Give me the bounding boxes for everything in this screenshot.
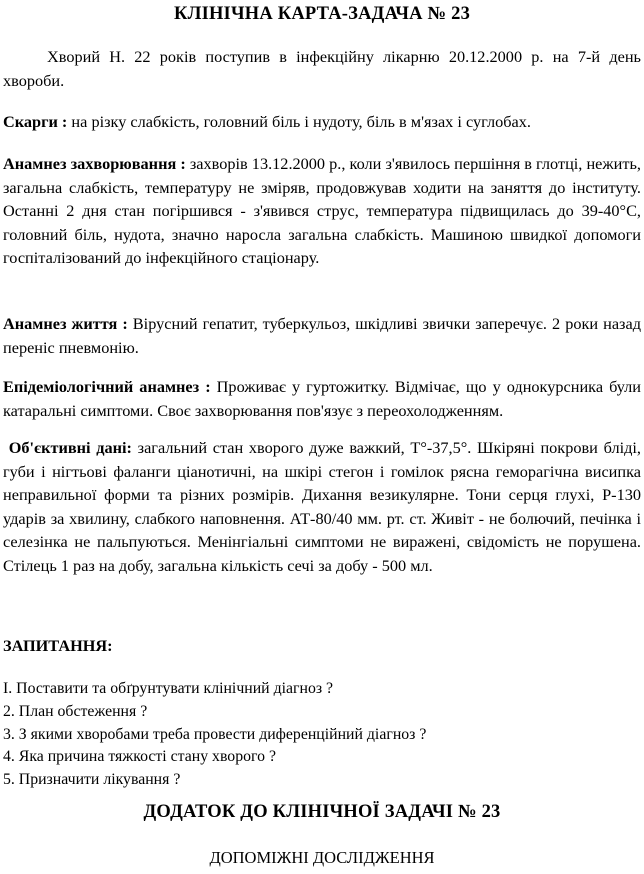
life-history-text: Вірусний гепатит, туберкульоз, шкідливі звички заперечує. 2 роки назад переніс пневмонію.	[3, 314, 642, 357]
complaints-label: Скарги :	[3, 112, 68, 131]
disease-history-label: Анамнез захворювання :	[3, 154, 186, 173]
epid-history-paragraph	[3, 375, 641, 422]
question-item: 3. З якими хворобами треба провести диференційний діагноз ?	[3, 725, 427, 743]
objective-label: Об'єктивні дані:	[8, 438, 132, 457]
objective-text: загальний стан хворого дуже важкий, Т°-37,5°. Шкіряні покрови бліді, губи і нігтьові фаланги ціанотичні, на шкірі стегон і гомілок рясна геморагічна висипка неправильної форми та різних розмірів. Дихання везикулярне. Тони серця глухі, Р-130 ударів за хвилину, слабкого наповнення. АТ-80/40 мм. рт. ст. Живіт - не болючий, печінка і селезінка не пальпуються. Менінгіальні симптоми не виражені, свідомість не порушена. Стілець 1 раз на добу, загальна кількість сечі за добу - 500 мл.	[3, 438, 641, 575]
disease-history-paragraph	[3, 152, 641, 270]
complaints-paragraph	[3, 110, 641, 134]
question-item: 2. План обстеження ?	[3, 702, 148, 720]
question-item: 4. Яка причина тяжкості стану хворого ?	[3, 748, 276, 766]
appendix-subtitle: ДОПОМІЖНІ ДОСЛІДЖЕННЯ	[209, 848, 435, 867]
life-history-label: Анамнез життя :	[3, 314, 128, 333]
questions-list	[3, 678, 426, 792]
epid-history-label: Епідеміологічний анамнез :	[3, 377, 211, 396]
question-item: 5. Призначити лікування ?	[3, 771, 181, 789]
disease-history-text: захворів 13.12.2000 р., коли з'явилось першіння в глотці, нежить, загальна слабкість, температуру не зміряв, продовжував ходити на заняття до інституту. Останні 2 дня стан погіршився - з'явився струс, температура підвищилась до 39-40°С, головний біль, нудота, значно наросла загальна слабкість. Машиною швидкої допомоги госпіталізований до інфекційного стаціонару.	[3, 154, 641, 268]
appendix-title: ДОДАТОК ДО КЛІНІЧНОЇ ЗАДАЧІ № 23	[143, 802, 501, 822]
questions-heading: ЗАПИТАННЯ:	[3, 636, 113, 655]
complaints-text: на різку слабкість, головний біль і нудоту, біль в м'язах і суглобах.	[67, 112, 531, 131]
epid-history-text: Проживає у гуртожитку. Відмічає, що у однокурсника були катаральні симптоми. Своє захворювання пов'язує з переохолодженням.	[3, 377, 641, 420]
objective-paragraph	[3, 436, 641, 578]
life-history-paragraph	[3, 312, 641, 359]
intro-paragraph: Хворий Н. 22 років поступив в інфекційну лікарню 20.12.2000 р. на 7-й день хвороби.	[3, 47, 641, 90]
question-item: І. Поставити та обґрунтувати клінічний діагноз ?	[3, 680, 334, 697]
document-title: КЛІНІЧНА КАРТА-ЗАДАЧА № 23	[173, 4, 471, 24]
